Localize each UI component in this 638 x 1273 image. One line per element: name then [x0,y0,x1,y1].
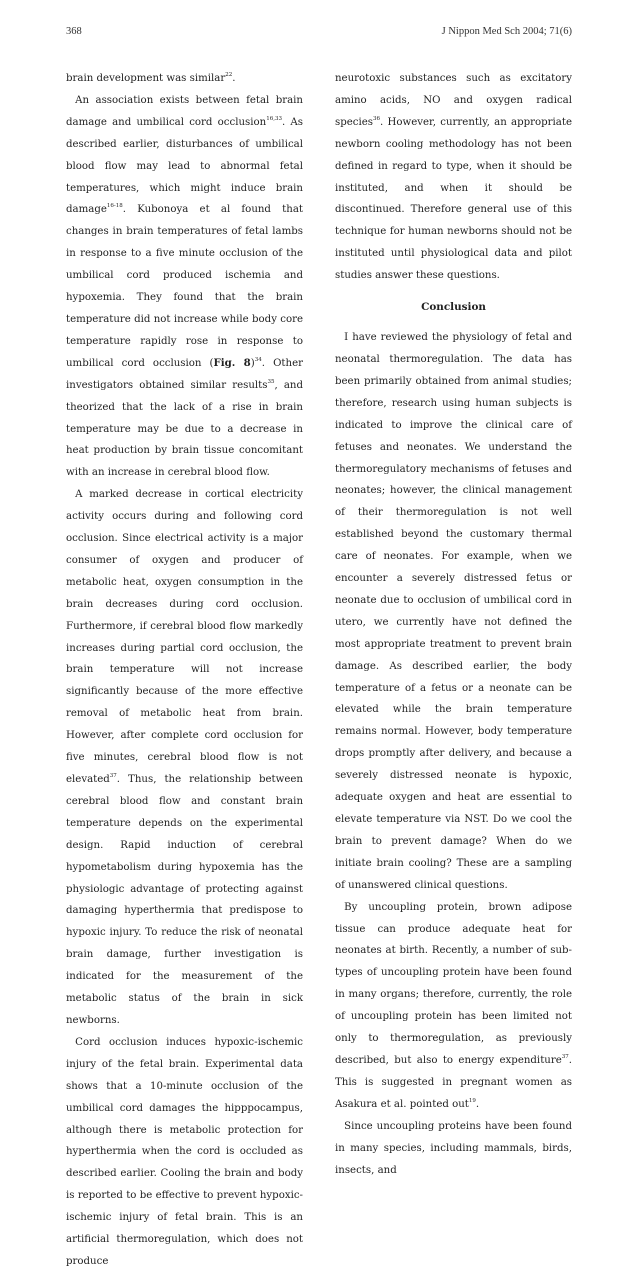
citation-ref: 34 [254,356,262,363]
citation-ref: 35 [267,378,275,385]
paragraph: I have reviewed the physiology of fetal and neonatal thermoregulation. The data has been primarily obtained from animal studies; therefore, research using human subjects is indicated to improve the clinical care of fetuses and neonates. We understand the thermoregulatory mechanisms of fetuses and neonates; however, the clinical management of their thermoregulation is not well established beyond the customary thermal care of neonates. For example, when we encounter a severely distressed fetus or neonate due to occlusion of umbilical cord in utero, we currently have not defined the most appropriate treatment to prevent brain damage. As described earlier, the body temperature of a fetus or a neonate can be elevated while the brain temperature remains normal. However, body temperature drops promptly after delivery, and because a severely distressed neonate is hypoxic, adequate oxygen and heat are essential to elevate temperature via NST. Do we cool the brain to prevent damage? When do we initiate brain cooling? These are a sampling of unanswered clinical questions. [335,332,572,891]
citation-ref: 16,33 [266,115,282,122]
running-header [66,26,572,40]
journal-citation: J Nippon Med Sch 2004; 71(6) [441,26,572,37]
paragraph: An association exists between fetal brain damage and umbilical cord occlusion$^{16,33}$. As described earlier, disturbances of umbilical blood flow may lead to abnormal fetal temperatures, which might induce brain damage$^{16-18}$. Kubonoya et al found that changes in brain temperatures of fetal lambs in response to a five minute occlusion of the umbilical cord produced ischemia and hypoxemia. They found that the brain temperature did not increase while body core temperature rapidly rose in response to umbilical cord occlusion (Fig. 8)$^{34}$. Other investigators obtained similar results$^{35}$, and theorized that the lack of a rise in brain temperature may be due to a decrease in heat production by brain tissue concomitant with an increase in cerebral blood flow. [66,94,304,479]
paragraph: A marked decrease in cortical electricity activity occurs during and following cord occlusion. Since electrical activity is a major consumer of oxygen and producer of metabolic heat, oxygen consumption in the brain decreases during cord occlusion. Furthermore, if cerebral blood flow markedly increases during partial cord occlusion, the brain temperature will not increase significantly because of the more effective removal of metabolic heat from brain. However, after complete cord occlusion for five minutes, cerebral blood flow is not elevated$^{37}$. Thus, the relationship between cerebral blood flow and constant brain temperature depends on the experimental design. Rapid induction of cerebral hypometabolism during hypoxemia has the physiologic advantage of protecting against damaging hyperthermia that predispose to hypoxic injury. To reduce the risk of neonatal brain damage, further investigation is indicated for the measurement of the metabolic status of the brain in sick newborns. [66,489,303,1026]
citation-ref: 16-18 [106,203,123,210]
section-heading: Conclusion [421,301,486,314]
paragraph: neurotoxic substances such as excitatory amino acids, NO and oxygen radical species$^{36}$. However, currently, an appropriate newborn cooling methodology has not been defined in regard to type, when it should be instituted, and when it should be discontinued. Therefore general use of this technique for human newborns should not be instituted until physiological data and pilot studies answer these questions. [335,73,572,282]
citation-ref: 37 [561,1053,569,1060]
right-column [335,68,572,1181]
figure-reference: Fig. 8 [213,356,251,369]
paragraph: By uncoupling protein, brown adipose tissue can produce adequate heat for neonates at birth. Recently, a number of sub-types of uncoupling protein have been found in many organs; therefore, currently, the role of uncoupling protein has been limited not only to thermoregulation, as previously described, but also to energy expenditure$^{37}$. This is suggested in pregnant women as Asakura et al. pointed out$^{19}$. [335,901,572,1110]
paragraph: Cord occlusion induces hypoxic-ischemic injury of the fetal brain. Experimental data shows that a 10-minute occlusion of the umbilical cord damages the hipppocampus, although there is metabolic protection for hyperthermia when the cord is occluded as described earlier. Cooling the brain and body is reported to be effective to prevent hypoxic-ischemic injury of fetal brain. This is an artificial thermoregulation, which does not produce [66,1036,303,1267]
citation-ref: 19 [468,1097,476,1104]
paragraph: Since uncoupling proteins have been found in many species, including mammals, birds, insects, and [335,1120,572,1176]
left-column [66,68,303,1273]
paragraph: brain development was similar$^{22}$. [66,72,236,84]
citation-ref: 36 [373,115,380,122]
citation-ref: 37 [109,773,117,779]
citation-ref: 22 [225,72,233,78]
page-number: 368 [66,26,82,37]
